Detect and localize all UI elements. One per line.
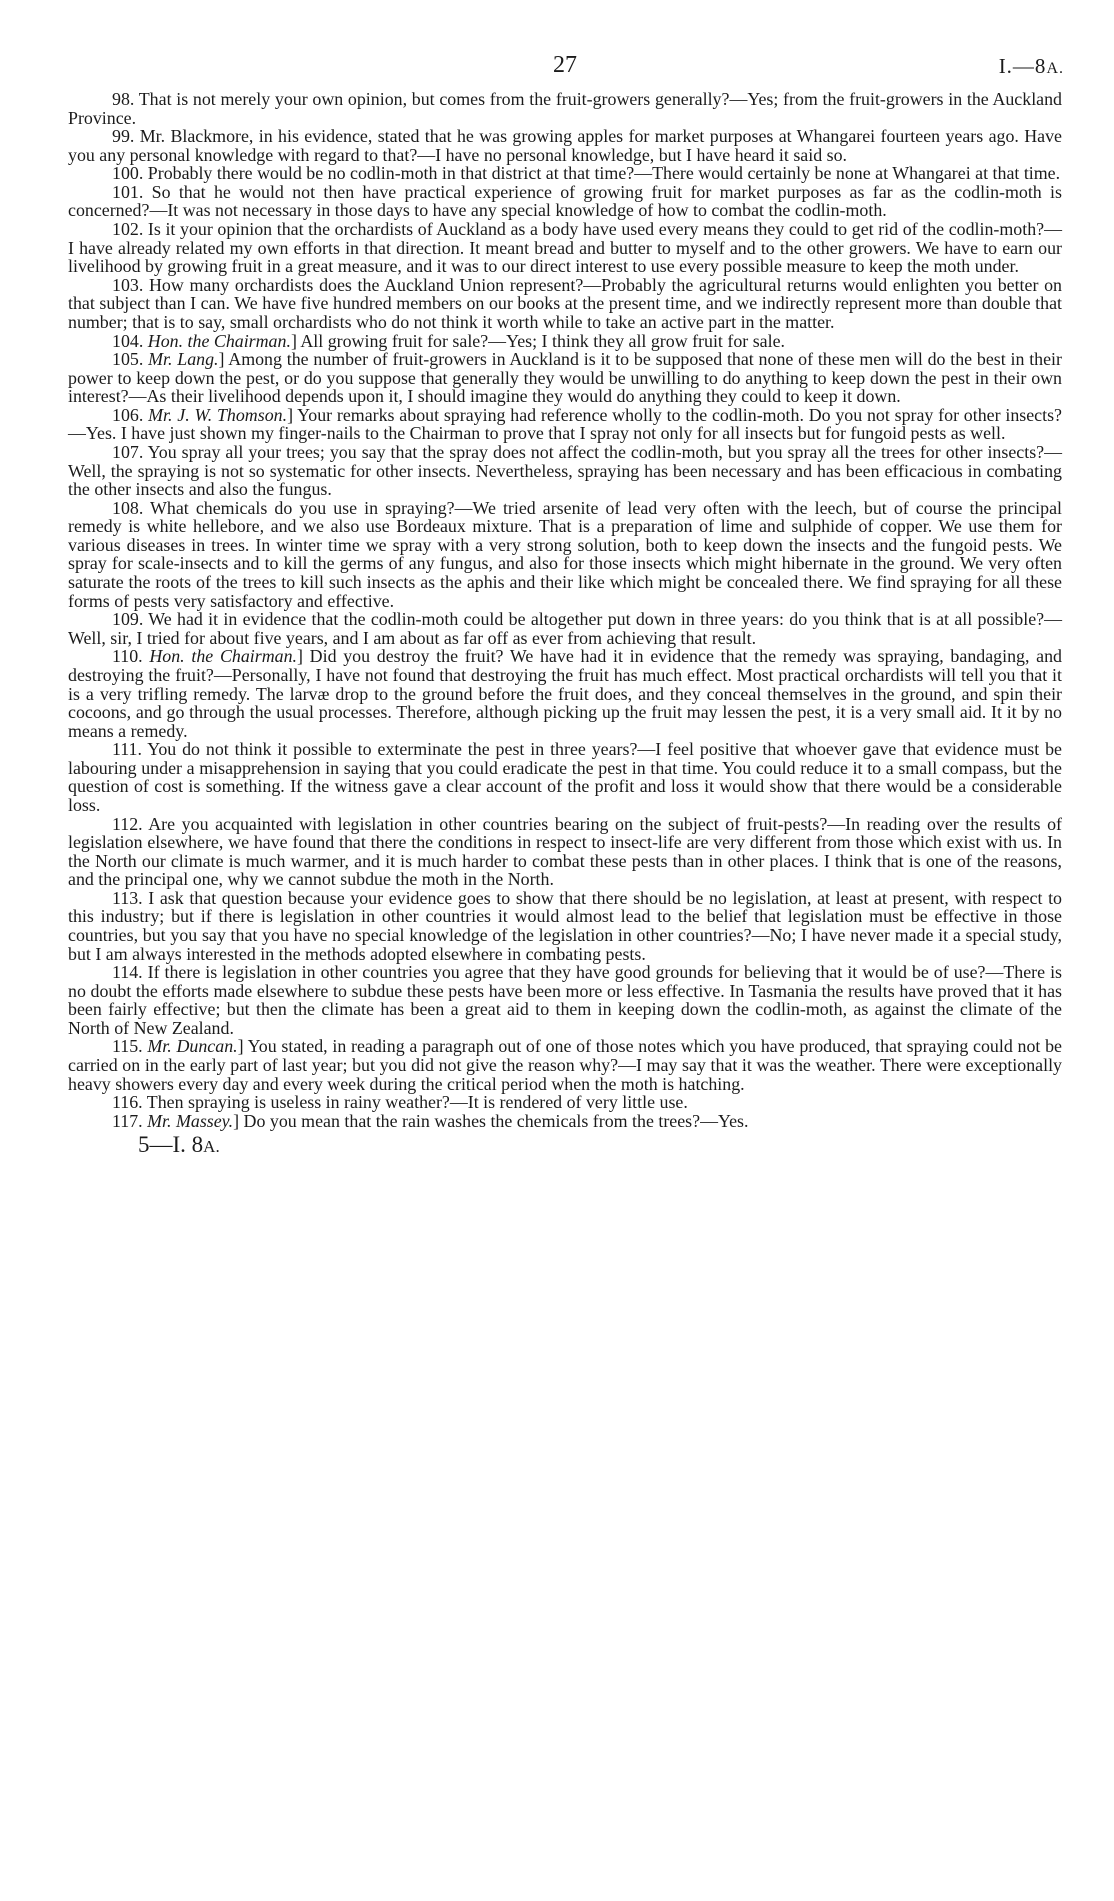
evidence-paragraph — [68, 1112, 1062, 1131]
printer-signature — [68, 1132, 1062, 1160]
paragraph-text: 107. You spray all your trees; you say that the spray does not affect the codlin-moth, but you spray all the trees for other insects?—Well, the spraying is not so systematic for other insects. Nevertheless, spraying has been necessary and has been efficacious in combating the other insects and also the fungus. — [68, 441, 1062, 500]
paragraph-text: 99. Mr. Blackmore, in his evidence, stated that he was growing apples for market purposes at Whangarei fourteen years ago. Have you any personal knowledge with regard to that?—I have no personal knowledge, but I have heard it said so. — [68, 126, 1062, 165]
evidence-paragraph — [68, 1093, 1062, 1112]
speaker-name: Hon. the Chairman. — [149, 646, 297, 667]
paragraph-text: ] You stated, in reading a paragraph out of one of those notes which you have produced, that spraying could not be carried on in the early part of last year; but you did not give the reason why?—I may say that it was the weather. There were exceptionally heavy showers every day and every week during the critical period when the moth is hatching. — [68, 1036, 1062, 1094]
signature-suffix: A. — [203, 1137, 220, 1157]
series-code — [999, 54, 1064, 79]
document-page — [68, 40, 1062, 1160]
paragraph-text: 112. Are you acquainted with legislation in other countries bearing on the subject of fruit-pests?—In reading over the results of legislation elsewhere, we have found that there the conditions in respect to insect-life are very different from those which exist with us. In the North our climate is much warmer, and it is much harder to combat these pests than in other places. I think that is one of the reasons, and the principal one, why we cannot subdue the moth in the North. — [68, 813, 1062, 890]
series-code-suffix: A. — [1046, 60, 1064, 77]
evidence-paragraph — [68, 740, 1062, 814]
evidence-paragraph — [68, 963, 1062, 1037]
evidence-paragraph — [68, 332, 1062, 351]
paragraph-text: 111. You do not think it possible to exterminate the pest in three years?—I feel positive that whoever gave that evidence must be labouring under a misapprehension in saying that you could eradicate the pest in that time. You could reduce it to a small compass, but the question of cost is something. If the witness gave a clear account of the profit and loss it would show that there would be a considerable loss. — [68, 739, 1062, 815]
speaker-name: Mr. Lang. — [148, 349, 219, 370]
signature-main: 5—I. 8 — [138, 1132, 204, 1158]
question-number: 115. — [112, 1036, 143, 1057]
paragraph-text: ] Your remarks about spraying had reference wholly to the codlin-moth. Do you not spray for other insects?—Yes. I have just shown my finger-nails to the Chairman to prove that I spray not only for all insects but for fungoid pests as well. — [68, 404, 1062, 444]
paragraph-text: 109. We had it in evidence that the codlin-moth could be altogether put down in three years: do you think that is at all possible?—Well, sir, I tried for about five years, and I am about as far off as ever from achieving that result. — [68, 609, 1062, 648]
page-number: 27 — [553, 52, 577, 78]
speaker-name: Mr. Massey. — [147, 1110, 234, 1131]
paragraph-text: 113. I ask that question because your evidence goes to show that there should be no legislation, at least at present, with respect to this industry; but if there is legislation in other countries it would almost lead to the belief that legislation must be effective in those countries, but you say that you have no special knowledge of the legislation in other countries?—No; I have never made it a special study, but I am always interested in the methods adopted elsewhere in combating pests. — [68, 887, 1062, 964]
document-body — [68, 90, 1062, 1130]
evidence-paragraph — [68, 220, 1062, 276]
paragraph-text: 102. Is it your opinion that the orchardists of Auckland as a body have used every means they could to get rid of the codlin-moth?—I have already related my own efforts in that direction. It meant bread and butter to myself and to the other growers. We have to earn our livelihood by growing fruit in a great measure, and it was to our direct interest to use every possible measure to keep the moth under. — [68, 219, 1062, 277]
paragraph-text: 101. So that he would not then have practical experience of growing fruit for market purposes as far as the codlin-moth is concerned?—It was not necessary in those days to have any special knowledge of how to combat the codlin-moth. — [68, 181, 1062, 221]
question-number: 105. — [112, 349, 144, 370]
paragraph-text: ] Did you destroy the fruit? We have had it in evidence that the remedy was spraying, bandaging, and destroying the fruit?—Personally, I have not found that destroying the fruit has much effect. Most practical orchardists will tell you that it is a very trifling remedy. The larvæ drop to the ground before the fruit does, and they conceal themselves in the ground, and spin their cocoons, and go through the usual processes. Therefore, although picking up the fruit may lessen the pest, it is a very small aid. It it by no means a remedy. — [68, 646, 1062, 741]
evidence-paragraph — [68, 610, 1062, 647]
evidence-paragraph — [68, 406, 1062, 443]
evidence-paragraph — [68, 90, 1062, 127]
evidence-paragraph — [68, 443, 1062, 499]
paragraph-text: 114. If there is legislation in other countries you agree that they have good grounds for believing that it would be of use?—There is no doubt the efforts made elsewhere to subdue these pests have been more or less effective. In Tasmania the results have proved that it has been fairly effective; but then the climate has been a great aid to them in keeping down the codlin-moth, as against the climate of the North of New Zealand. — [68, 962, 1062, 1038]
evidence-paragraph — [68, 183, 1062, 220]
paragraph-text: 98. That is not merely your own opinion, but comes from the fruit-growers generally?—Yes; from the fruit-growers in the Auckland Province. — [68, 89, 1062, 128]
question-number: 106. — [112, 404, 144, 425]
paragraph-text: 103. How many orchardists does the Auckland Union represent?—Probably the agricultural returns would enlighten you better on that subject than I can. We have five hundred members on our books at the present time, and we indirectly represent more than double that number; that is to say, small orchardists who do not think it worth while to take an active part in the matter. — [68, 274, 1062, 332]
question-number: 117. — [112, 1110, 143, 1131]
page-header — [68, 40, 1062, 90]
evidence-paragraph — [68, 350, 1062, 406]
series-code-main: I.—8 — [998, 54, 1047, 78]
paragraph-text: ] All growing fruit for sale?—Yes; I think they all grow fruit for sale. — [290, 330, 785, 351]
paragraph-text: ] Among the number of fruit-growers in Auckland is it to be supposed that none of these men will do the best in their power to keep down the pest, or do you suppose that generally they would be unwilling to do anything to keep down the pest in their own interest?—As their livelihood depends upon it, I should imagine they would do anything they could to keep it down. — [68, 349, 1062, 407]
evidence-paragraph — [68, 127, 1062, 164]
speaker-name: Mr. Duncan. — [147, 1036, 238, 1057]
speaker-name: Hon. the Chairman. — [147, 330, 291, 351]
evidence-paragraph — [68, 1037, 1062, 1093]
speaker-name: Mr. J. W. Thomson. — [148, 404, 288, 425]
evidence-paragraph — [68, 889, 1062, 963]
paragraph-text: 108. What chemicals do you use in spraying?—We tried arsenite of lead very often with the leech, but of course the principal remedy is white hellebore, and we also use Bordeaux mixture. That is a preparation of lime and sulphide of copper. We use them for various diseases in trees. In winter time we spray with a very strong solution, both to keep down the insects and the fungoid pests. We spray for scale-insects and to kill the germs of any fungus, and also for those insects which might hibernate in the ground. We very often saturate the roots of the trees to kill such insects as the aphis and their like which might be concealed there. We find spraying for all these forms of pests very satisfactory and effective. — [68, 497, 1062, 611]
evidence-paragraph — [68, 276, 1062, 332]
paragraph-text: ] Do you mean that the rain washes the chemicals from the trees?—Yes. — [233, 1110, 749, 1131]
question-number: 104. — [112, 330, 144, 351]
evidence-paragraph — [68, 647, 1062, 740]
question-number: 110. — [112, 646, 143, 667]
evidence-paragraph — [68, 815, 1062, 889]
evidence-paragraph — [68, 164, 1062, 183]
paragraph-text: 116. Then spraying is useless in rainy weather?—It is rendered of very little use. — [112, 1092, 688, 1113]
paragraph-text: 100. Probably there would be no codlin-moth in that district at that time?—There would certainly be none at Whangarei at that time. — [112, 163, 1061, 184]
evidence-paragraph — [68, 499, 1062, 610]
